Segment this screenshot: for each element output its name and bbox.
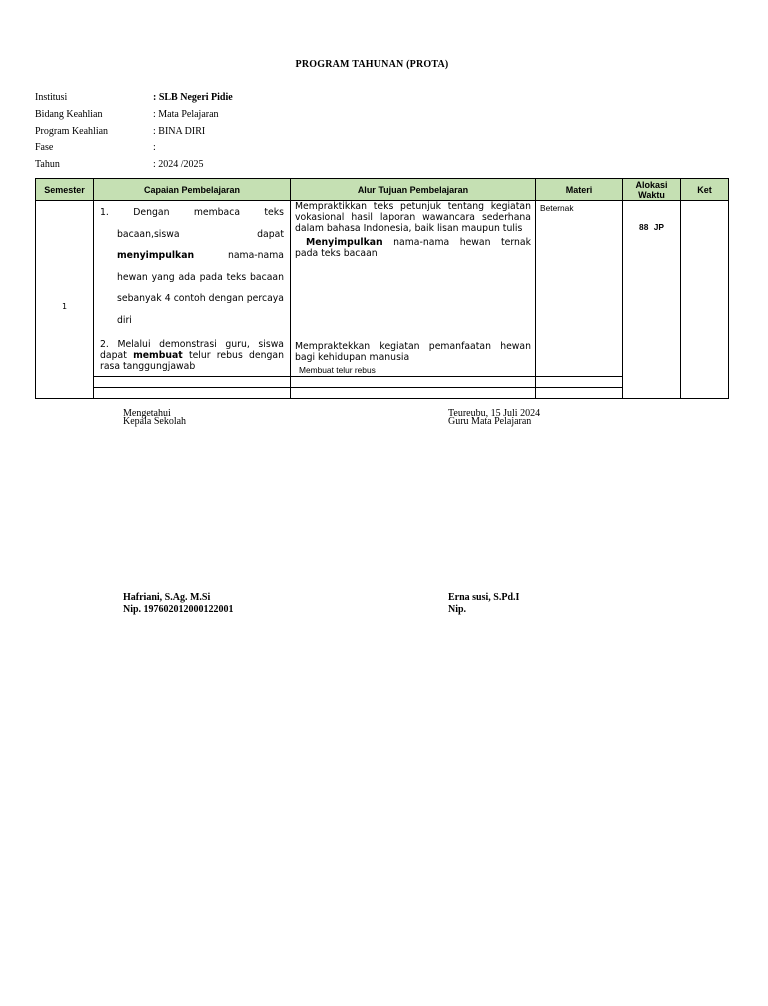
info-value: : BINA DIRI [153,125,206,137]
prota-table [35,178,729,399]
alur-item-2 [295,237,531,259]
table-header-row [36,179,729,201]
info-value: : [153,142,156,154]
capaian-cell [94,201,291,377]
empty-cell [291,388,536,399]
ket-cell [681,201,729,399]
info-label: Bidang Keahlian [35,108,103,120]
sig-right-line1: Teureubu, 15 Juli 2024 [448,408,541,419]
header-ket: Ket [681,179,729,201]
capaian-text: 1. Dengan membaca teks bacaan,siswa dapat [100,207,284,240]
sig-left-nip: Nip. 197602012000122001 [123,604,234,615]
capaian-keyword: membuat [133,350,183,361]
empty-cell [536,388,623,399]
sig-left-line2: Kepala Sekolah [123,416,187,427]
alur-text: nama-nama hewan ternak pada teks bacaan [295,236,531,259]
capaian-item-2 [100,339,284,372]
alur-cell [291,201,536,377]
capaian-text: nama-nama hewan yang ada pada teks bacaan sebanyak 4 contoh dengan percaya diri [117,250,284,326]
info-value: : 2024 /2025 [153,159,204,171]
empty-cell [94,388,291,399]
empty-cell [94,377,291,388]
sig-left-name: Hafriani, S.Ag. M.Si [123,592,211,603]
info-value: : Mata Pelajaran [153,108,219,120]
info-label: Institusi [35,92,68,103]
empty-cell [291,377,536,388]
alur-item-1 [295,201,531,259]
table-row [36,201,729,377]
alur-keyword: Menyimpulkan [306,236,383,248]
alur-text: Mempraktikkan teks petunjuk tentang kegiatan vokasional hasil laporan wawancara sederhana dalam bahasa Indonesia, baik lisan maupun tulis [295,201,531,235]
header-semester: Semester [36,179,94,201]
header-capaian: Capaian Pembelajaran [94,179,291,201]
page-title: PROGRAM TAHUNAN (PROTA) [295,59,449,70]
empty-cell [536,377,623,388]
alur-item-3: Mempraktekkan kegiatan pemanfaatan hewan bagi kehidupan manusia [295,341,531,364]
alur-item-4: Membuat telur rebus [299,365,376,375]
alokasi-cell: 88 JP [623,201,681,399]
sig-right-nip: Nip. [448,604,467,615]
header-alur: Alur Tujuan Pembelajaran [291,179,536,201]
header-materi: Materi [536,179,623,201]
capaian-text: 2. Melalui demonstrasi guru, siswa dapat [100,339,284,361]
sig-right-line2: Guru Mata Pelajaran [448,416,532,427]
sig-left-line1: Mengetahui [123,408,171,419]
info-label: Tahun [35,159,60,171]
capaian-keyword: menyimpulkan [117,250,195,261]
materi-cell: Beternak [536,201,623,377]
capaian-item-1 [100,202,284,331]
info-label: Fase [35,142,54,154]
header-alokasi: Alokasi Waktu [623,179,681,201]
info-value: : SLB Negeri Pidie [153,92,233,103]
info-label: Program Keahlian [35,125,109,137]
semester-cell: 1 [36,201,94,399]
sig-right-name: Erna susi, S.Pd.I [448,592,520,603]
capaian-text: telur rebus dengan rasa tanggungjawab [100,350,284,372]
